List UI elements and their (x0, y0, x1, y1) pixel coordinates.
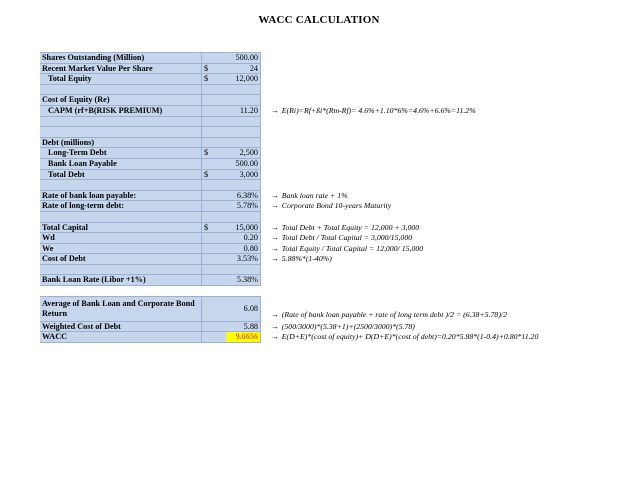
row-label (40, 264, 202, 275)
table-row (40, 169, 613, 180)
currency-symbol (202, 137, 227, 148)
row-value (226, 286, 261, 297)
row-note (261, 254, 614, 265)
row-value: 5.88 (226, 321, 261, 332)
row-note (261, 332, 614, 343)
row-value: 500.00 (226, 158, 261, 169)
currency-symbol (202, 190, 227, 201)
note-text: (500/3000)*(5.38+1)+(2500/3000)*(5.78) (281, 321, 415, 331)
arrow-icon: → (271, 310, 279, 320)
table-row (40, 127, 613, 138)
currency-symbol (202, 275, 227, 286)
row-label: Rate of long-term debt: (40, 201, 202, 212)
currency-symbol (202, 296, 227, 321)
table-row (40, 158, 613, 169)
table-row (40, 84, 613, 95)
row-label: Debt (millions) (40, 137, 202, 148)
row-note (261, 95, 614, 106)
note-text: E(Ri)=Rf+ßi*(Rm-Rf)= 4.6%+1.10*6%=4.6%+6.6%=11.2% (281, 105, 476, 115)
row-note (261, 321, 614, 332)
row-value (226, 95, 261, 106)
table-row (40, 286, 613, 297)
wacc-table (40, 52, 613, 343)
row-value (226, 180, 261, 191)
row-label: Long-Term Debt (40, 148, 202, 159)
table-row (40, 116, 613, 127)
row-note (261, 233, 614, 244)
row-label: Average of Bank Loan and Corporate Bond Return (40, 296, 202, 321)
row-label: Bank Loan Payable (40, 158, 202, 169)
currency-symbol (202, 254, 227, 265)
table-row (40, 211, 613, 222)
row-note (261, 84, 614, 95)
row-label (40, 286, 202, 297)
note-text: Total Equity / Total Capital = 12,000/ 15,000 (281, 243, 424, 253)
note-text: (Rate of bank loan payable + rate of long term debt )/2 = (6.38+5.78)/2 (281, 310, 507, 320)
row-value: 12,000 (226, 74, 261, 85)
row-note (261, 137, 614, 148)
row-label (40, 116, 202, 127)
row-value: 5.38% (226, 275, 261, 286)
currency-symbol: $ (202, 148, 227, 159)
row-note (261, 286, 614, 297)
row-note (261, 222, 614, 233)
row-note (261, 53, 614, 64)
table-row (40, 275, 613, 286)
table-row (40, 105, 613, 116)
row-note (261, 74, 614, 85)
row-label: We (40, 243, 202, 254)
arrow-icon: → (271, 222, 279, 232)
arrow-icon: → (271, 190, 279, 200)
row-label (40, 180, 202, 191)
row-label: Shares Outstanding (Million) (40, 53, 202, 64)
currency-symbol (202, 332, 227, 343)
note-text: Bank loan rate + 1% (281, 190, 348, 200)
row-label: Total Equity (40, 74, 202, 85)
row-note (261, 201, 614, 212)
table-row (40, 74, 613, 85)
table-row (40, 148, 613, 159)
note-text: Corporate Bond 10-years Maturity (281, 201, 392, 211)
row-label: Bank Loan Rate (Libor +1%) (40, 275, 202, 286)
table-row (40, 201, 613, 212)
row-note (261, 158, 614, 169)
row-note (261, 180, 614, 191)
currency-symbol: $ (202, 63, 227, 74)
table-row (40, 254, 613, 265)
table-row (40, 332, 613, 343)
currency-symbol (202, 127, 227, 138)
row-value: 6.08 (226, 296, 261, 321)
table-row (40, 321, 613, 332)
row-value: 6.38% (226, 190, 261, 201)
table-row (40, 53, 613, 64)
row-value: 24 (226, 63, 261, 74)
row-note (261, 169, 614, 180)
currency-symbol (202, 243, 227, 254)
row-value: 2,500 (226, 148, 261, 159)
table-row (40, 63, 613, 74)
row-note (261, 105, 614, 116)
row-label: Cost of Equity (Re) (40, 95, 202, 106)
row-value: 3.53% (226, 254, 261, 265)
row-value (226, 137, 261, 148)
arrow-icon: → (271, 321, 279, 331)
row-value: 0.80 (226, 243, 261, 254)
row-label (40, 84, 202, 95)
currency-symbol (202, 116, 227, 127)
row-label: WACC (40, 332, 202, 343)
row-value (226, 116, 261, 127)
row-label: Total Capital (40, 222, 202, 233)
table-row (40, 296, 613, 321)
row-value (226, 211, 261, 222)
arrow-icon: → (271, 105, 279, 115)
arrow-icon: → (271, 243, 279, 253)
note-text: 5.88%*(1-40%) (281, 254, 332, 264)
row-note (261, 275, 614, 286)
currency-symbol (202, 233, 227, 244)
table-row (40, 190, 613, 201)
note-text: Total Debt + Total Equity = 12,000 + 3,000 (281, 222, 420, 232)
arrow-icon: → (271, 233, 279, 243)
row-note (261, 148, 614, 159)
row-value (226, 84, 261, 95)
row-note (261, 63, 614, 74)
row-value: 3,000 (226, 169, 261, 180)
row-label: CAPM (rf+B(RISK PREMIUM) (40, 105, 202, 116)
currency-symbol (202, 95, 227, 106)
wacc-value: 9.6656 (226, 332, 261, 343)
row-note (261, 190, 614, 201)
table-row (40, 233, 613, 244)
row-note (261, 211, 614, 222)
row-value: 500.00 (226, 53, 261, 64)
row-label: Recent Market Value Per Share (40, 63, 202, 74)
currency-symbol (202, 286, 227, 297)
row-label (40, 127, 202, 138)
row-label: Cost of Debt (40, 254, 202, 265)
table-row (40, 95, 613, 106)
currency-symbol (202, 211, 227, 222)
arrow-icon: → (271, 332, 279, 342)
row-note (261, 264, 614, 275)
page-title: WACC CALCULATION (258, 14, 380, 26)
row-value (226, 264, 261, 275)
row-label: Wd (40, 233, 202, 244)
arrow-icon: → (271, 201, 279, 211)
row-value: 0.20 (226, 233, 261, 244)
table-row (40, 243, 613, 254)
table-row (40, 137, 613, 148)
row-value: 15,000 (226, 222, 261, 233)
row-note (261, 127, 614, 138)
currency-symbol: $ (202, 74, 227, 85)
table-row (40, 264, 613, 275)
currency-symbol (202, 180, 227, 191)
row-label: Weighted Cost of Debt (40, 321, 202, 332)
note-text: Total Debt / Total Capital = 3,000/15,000 (281, 233, 413, 243)
row-label (40, 211, 202, 222)
row-value: 5.78% (226, 201, 261, 212)
currency-symbol (202, 84, 227, 95)
note-text: E(D+E)*(cost of equity)+ D(D+E)*(cost of debt)=0.20*5.88*(1-0.4)+0.80*11.20 (281, 332, 539, 342)
currency-symbol: $ (202, 169, 227, 180)
row-value: 11.20 (226, 105, 261, 116)
row-note (261, 243, 614, 254)
currency-symbol (202, 201, 227, 212)
table-row (40, 222, 613, 233)
currency-symbol (202, 321, 227, 332)
currency-symbol: $ (202, 222, 227, 233)
currency-symbol (202, 264, 227, 275)
row-label: Total Debt (40, 169, 202, 180)
arrow-icon: → (271, 254, 279, 264)
table-row (40, 180, 613, 191)
row-note (261, 296, 614, 321)
currency-symbol (202, 53, 227, 64)
currency-symbol (202, 105, 227, 116)
currency-symbol (202, 158, 227, 169)
row-note (261, 116, 614, 127)
row-label: Rate of bank loan payable: (40, 190, 202, 201)
row-value (226, 127, 261, 138)
